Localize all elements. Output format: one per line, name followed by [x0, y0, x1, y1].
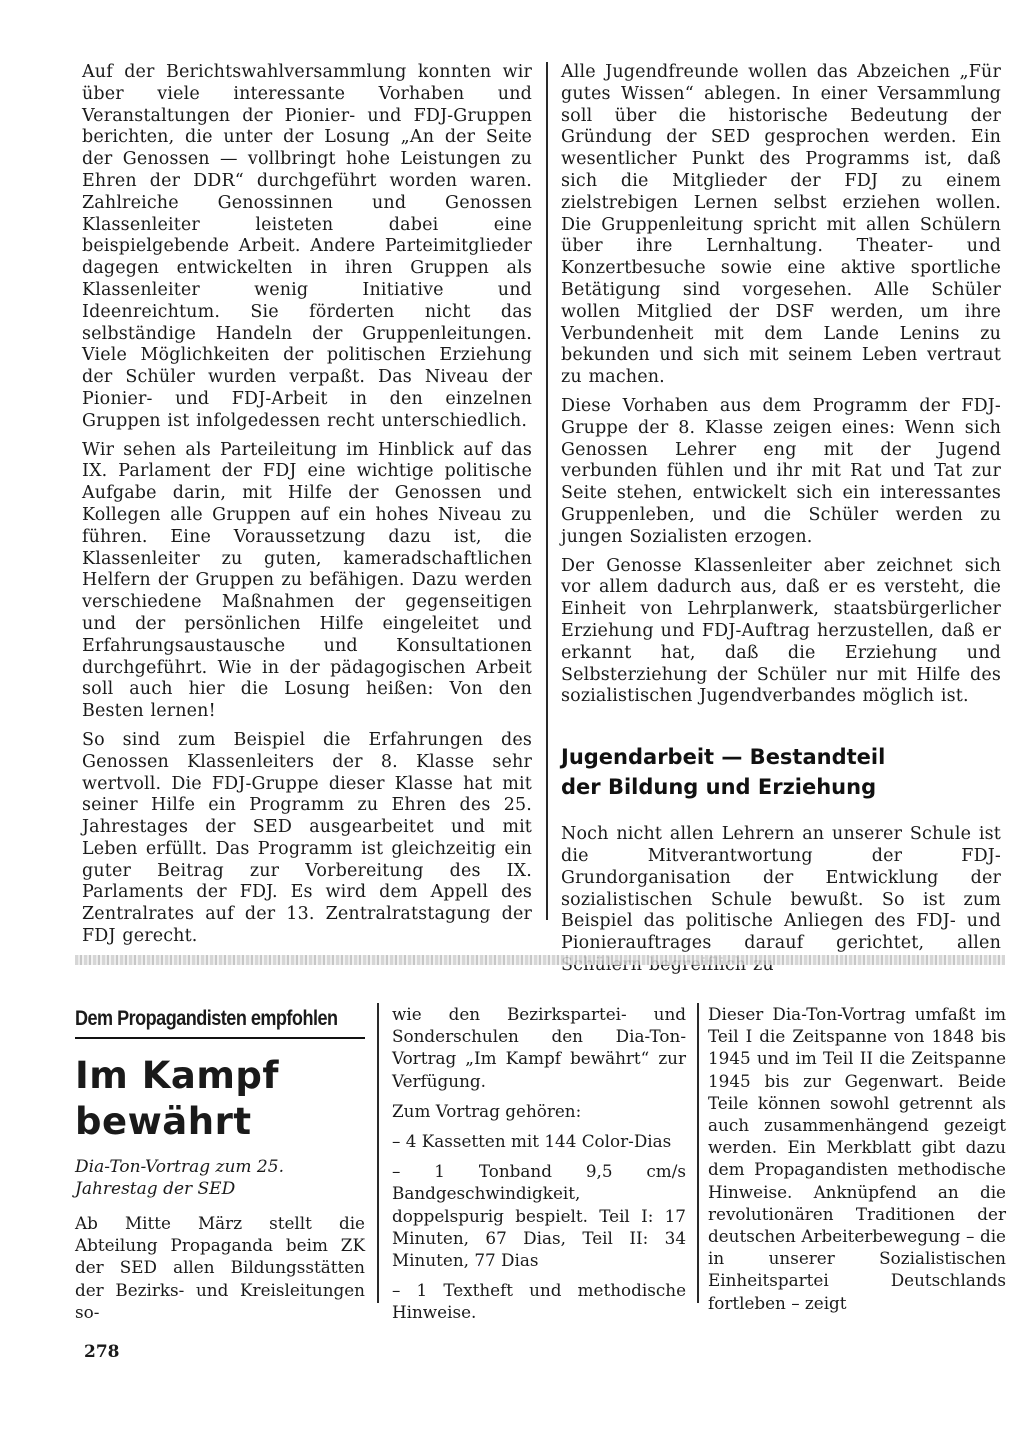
- paragraph: Alle Jugendfreunde wollen das Abzeichen „Für gutes Wissen“ ablegen. In einer Versammlung soll über die historische Bedeutung der Gründung der SED gesprochen werden. Ein wesentlicher Punkt des Programms ist, daß sich die Mitglieder der FDJ zu einem zielstrebigen Lernen selbst erziehen wollen. Die Gruppenleitung spricht mit allen Schülern über ihre Lernhaltung. Theater- und Konzertbesuche sowie eine aktive sportliche Betätigung sind vorgesehen. Alle Schüler wollen Mitglied der DSF werden, um ihre Verbundenheit mit dem Lande Lenins zu bekunden und sich mit seinem Leben vertraut zu machen.: [561, 62, 1001, 388]
- paragraph: Zum Vortrag gehören:: [392, 1100, 582, 1121]
- list-item: – 1 Tonband 9,5 cm/s Bandgeschwindigkeit, doppelspurig bespielt. Teil I: 17 Minuten, 67 Dias, Teil II: 34 Minuten, 77 Dias: [392, 1161, 686, 1271]
- paragraph: Noch nicht allen Lehrern an unserer Schule ist die Mitverantwortung der FDJ-Grundorganisation der Entwicklung der sozialistischen Schule bewußt. So ist zum Beispiel das politische Anliegen des FDJ- und Pionierauftrages darauf gerichtet, allen: [561, 824, 1001, 954]
- promo-column-3: [708, 1003, 1006, 1314]
- title-line: bewährt: [75, 1100, 252, 1143]
- paragraph: Der Genosse Klassenleiter aber zeichnet sich vor allem dadurch aus, daß er es versteht, die Einheit von Lehrplanwerk, staatsbürgerlicher Erziehung und FDJ-Auftrag herzustellen, daß er erkannt hat, daß die Erziehung und Selbsterziehung der Schüler nur mit Hilfe des sozialistischen Jugendverbandes möglich ist.: [561, 555, 1001, 707]
- section-heading-line: Jugendarbeit — Bestandteil: [561, 745, 886, 770]
- kicker-heading: Dem Propagandisten empfohlen: [75, 1007, 338, 1030]
- list-item: – 4 Kassetten mit 144 Color-Dias: [392, 1131, 672, 1152]
- article-title: [75, 1053, 365, 1145]
- paragraph: wie den Bezirkspartei- und Sonderschulen den Dia-Ton-Vortrag „Im Kampf bewährt“ zur Verfügung.: [392, 1004, 686, 1091]
- column-divider: [377, 1003, 379, 1303]
- promo-column-2: [392, 1003, 686, 1324]
- title-line: Im Kampf: [75, 1054, 279, 1097]
- paragraph: So sind zum Beispiel die Erfahrungen des Genossen Klassenleiters der 8. Klasse sehr wertvoll. Die FDJ-Gruppe dieser Klasse hat mit seiner Hilfe ein Programm zu Ehren des 25. Jahrestages der SED ausgearbeitet und mit Leben erfüllt. Das Programm ist gleichzeitig ein guter Beitrag zur Vorbereitung des IX. Parlaments der FDJ. Es wird dem Appell des Zentralrates auf der 13. Zentralratstagung der FDJ gerecht.: [82, 729, 532, 947]
- article-left-column: [82, 62, 532, 948]
- column-divider: [546, 62, 548, 920]
- kicker-rule: [75, 1037, 365, 1039]
- separator-band: [75, 955, 1005, 965]
- section-heading-line: der Bildung und Erziehung: [561, 775, 877, 800]
- paragraph: Wir sehen als Parteileitung im Hinblick auf das IX. Parlament der FDJ eine wichtige politische Aufgabe darin, mit Hilfe der Genossen und Kollegen alle Gruppen auf ein hohes Niveau zu führen. Eine Voraussetzung dazu ist, die Klassenleiter zu guten, kameradschaftlichen Helfern der Gruppen zu befähigen. Dazu werden verschiedene Maßnahmen der gegenseitigen und der persönlichen Hilfe eingeleitet und Erfahrungsaustausche und Konsultationen durchgeführt. Wie in der pädagogischen Arbeit soll auch hier die Losung heißen: Von den Besten lernen!: [82, 439, 532, 722]
- paragraph: Dieser Dia-Ton-Vortrag umfaßt im Teil I die Zeitspanne von 1848 bis 1945 und im Teil II die Zeitspanne 1945 bis zur Gegenwart. Beide Teile können sowohl getrennt als auch zusammenhängend gezeigt werden. Ein Merkblatt gibt dazu dem Propagandisten methodische Hinweise. Anknüpfend an die revolutionären Traditionen der deutschen Arbeiterbewegung – die in unserer Sozialistischen Einheitspartei Deutschlands fortleben – zeigt: [708, 1004, 1006, 1313]
- article-subtitle: Dia-Ton-Vortrag zum 25. Jahrestag der SED: [75, 1157, 284, 1199]
- paragraph: Auf der Berichtswahlversammlung konnten wir über viele interessante Vorhaben und Veranstaltungen der Pionier- und FDJ-Gruppen berichten, die unter der Losung „An der Seite der Genossen — vollbringt hohe Leistungen zu Ehren der DDR“ durchgeführt worden waren. Zahlreiche Genossinnen und Genossen Klassenleiter leisteten dabei eine beispielgebende Arbeit. Andere Parteimitglieder dagegen entwickelten in ihren Gruppen als Klassenleiter wenig Initiative und Ideenreichtum. Sie förderten nicht das selbständige Handeln der Gruppenleitungen. Viele Möglichkeiten der politischen Erziehung der Schüler wurden verpaßt. Das Niveau der Pionier- und FDJ-Arbeit in den einzelnen Gruppen ist infolgedessen recht unterschiedlich.: [82, 62, 532, 431]
- paragraph: Ab Mitte März stellt die Abteilung Propaganda beim ZK der SED allen Bildungsstätten der Bezirks- und Kreisleitungen so-: [75, 1213, 365, 1322]
- section-heading: [561, 742, 1001, 802]
- article-right-column: [561, 62, 1001, 977]
- paragraph: Diese Vorhaben aus dem Programm der FDJ-Gruppe der 8. Klasse zeigen eines: Wenn sich Genossen Lehrer eng mit der Jugend verbunden fühlen und ihr mit Rat und Tat zur Seite stehen, entwickelt sich ein interessantes Gruppenleben, und die Schüler werden zu jungen Sozialisten erzogen.: [561, 395, 1001, 547]
- column-divider: [697, 1003, 699, 1303]
- page-number: 278: [84, 1342, 120, 1362]
- list-item: – 1 Textheft und methodische Hinweise.: [392, 1280, 686, 1323]
- promo-column-1: [75, 1005, 365, 1323]
